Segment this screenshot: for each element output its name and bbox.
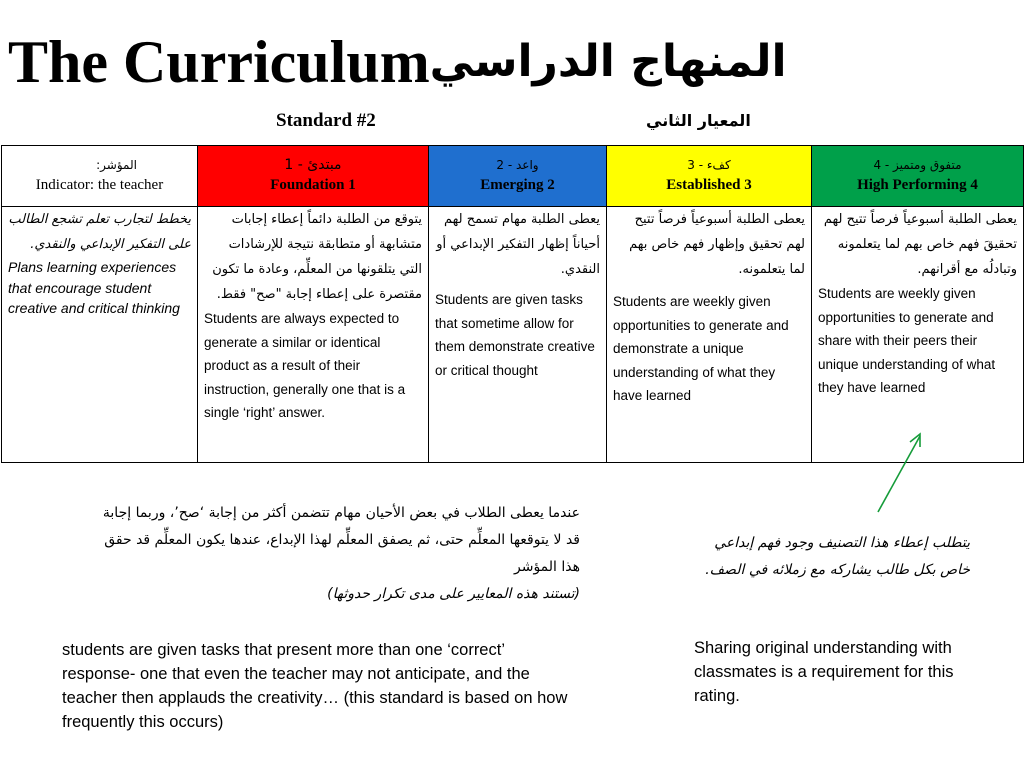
standard-english: Standard #2: [276, 110, 376, 131]
header-label-arabic: متفوق ومتميز - 4: [873, 158, 962, 172]
page-title: [8, 22, 1018, 102]
header-row: [2, 146, 1024, 207]
header-label-english: Emerging 2: [480, 177, 555, 193]
header-label-english: Foundation 1: [270, 177, 356, 193]
cell-text-arabic: يعطى الطلبة أسبوعياً فرصاً تتيح لهم تحقيق وإظهار فهم خاص بهم لما يتعلمونه.: [629, 212, 805, 277]
header-foundation: [198, 146, 429, 207]
header-label-arabic: كفء - 3: [687, 158, 731, 172]
note-left-arabic-frequency: (تستند هذه المعايير على مدى تكرار حدوثها): [327, 586, 580, 602]
header-emerging: [429, 146, 607, 207]
cell-text-english: Students are weekly given opportunities to generate and share with their peers their unique understanding of what they have learned: [818, 286, 996, 395]
title-english: The Curriculum: [8, 29, 430, 95]
cell-text-english: Students are always expected to generate a similar or identical product as a result of their instruction, generally one that is a single ‘right’ answer.: [204, 311, 406, 420]
cell-text-arabic: يعطى الطلبة مهام تسمح لهم أحياناً إظهار التفكير الإبداعي أو النقدي.: [436, 212, 600, 277]
note-right-arabic: يتطلب إعطاء هذا التصنيف وجود فهم إبداعي خاص بكل طالب يشاركه مع زملائه في الصف.: [705, 535, 970, 578]
note-left-arabic-text: عندما يعطى الطلاب في بعض الأحيان مهام تتضمن أكثر من إجابة ‘صح’، وربما إجابة قد لا يتوقعها المعلِّم حتى، ثم يصفق المعلِّم لهذا الإبداع، عندها يكون المعلِّم قد حقق هذا المؤشر: [102, 505, 580, 575]
standard-arabic: المعيار الثاني: [646, 111, 751, 130]
cell-text-english: Plans learning experiences that encourage student creative and critical thinking: [8, 259, 180, 316]
arrow-icon: [870, 428, 930, 518]
cell-emerging: [429, 207, 607, 463]
header-label-arabic: المؤشر:: [96, 158, 137, 172]
cell-text-english: Students are weekly given opportunities to generate and demonstrate a unique understanding of what they have learned: [613, 294, 789, 403]
title-arabic: المنهاج الدراسي: [429, 36, 787, 87]
header-indicator: [2, 146, 198, 207]
note-left-english: students are given tasks that present more than one ‘correct’ response- one that even the teacher may not anticipate, and the teacher then applauds the creativity… (this standard is based on how frequently this occurs): [62, 641, 568, 731]
cell-established: [607, 207, 812, 463]
header-label-arabic: واعد - 2: [496, 158, 539, 172]
cell-text-english: Students are given tasks that sometime allow for them demonstrate creative or critical thought: [435, 292, 595, 378]
body-row: [2, 207, 1024, 463]
cell-indicator: [2, 207, 198, 463]
cell-text-arabic: يعطى الطلبة أسبوعياً فرصاً تتيح لهم تحقيقَ فهم خاص بهم لما يتعلمونه وتبادلُه مع أقرانهم.: [823, 212, 1017, 277]
cell-text-arabic: يخطط لتجارب تعلم تشجع الطالب على التفكير الإبداعي والنقدي.: [8, 212, 191, 252]
header-established: [607, 146, 812, 207]
header-label-english: High Performing 4: [857, 177, 978, 193]
cell-high-performing: [812, 207, 1024, 463]
header-label-arabic: مبتدئ - 1: [284, 157, 342, 173]
header-high-performing: [812, 146, 1024, 207]
header-label-english: Indicator: the teacher: [35, 177, 164, 193]
rubric-table: [1, 145, 1024, 463]
cell-text-arabic: يتوقع من الطلبة دائماً إعطاء إجابات متشابهة أو متطابقة نتيجة للإرشادات التي يتلقونها من المعلِّم، وعادة ما تكون مقتصرة على إعطاء إجابة "صح" فقط.: [212, 212, 422, 302]
header-label-english: Established 3: [666, 177, 752, 193]
note-left-arabic: [100, 500, 580, 608]
cell-foundation: [198, 207, 429, 463]
note-right-english: Sharing original understanding with classmates is a requirement for this rating.: [694, 639, 954, 705]
